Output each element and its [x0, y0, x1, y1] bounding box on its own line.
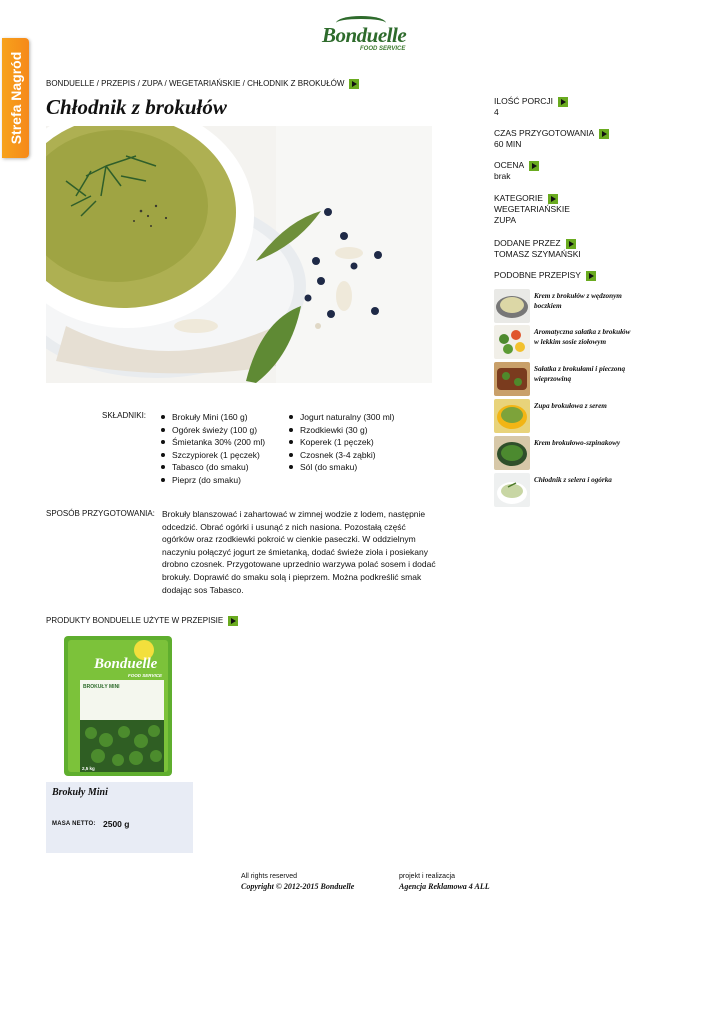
ingredient-item: Koperek (1 pęczek): [288, 436, 395, 449]
product-image[interactable]: [46, 628, 193, 782]
preparation-label: SPOSÓB PRZYGOTOWANIA:: [46, 509, 155, 518]
breadcrumb-text[interactable]: BONDUELLE / PRZEPIS / ZUPA / WEGETARIAŃSKIE / CHŁODNIK Z BROKUŁÓW: [46, 79, 345, 89]
ingredients-list-1: [160, 411, 265, 487]
copyright-text: Copyright © 2012-2015 Bonduelle: [241, 882, 355, 891]
similar-label-row: [494, 270, 596, 281]
play-arrow-icon[interactable]: [599, 129, 609, 139]
recipe-link[interactable]: Sałatka z brokułami i pieczoną wieprzowiną: [534, 365, 626, 383]
portions-block: [494, 96, 568, 118]
play-arrow-icon[interactable]: [529, 161, 539, 171]
portions-label: ILOŚĆ PORCJI: [494, 96, 554, 106]
time-label: CZAS PRZYGOTOWANIA: [494, 128, 595, 138]
play-arrow-icon[interactable]: [558, 97, 568, 107]
ingredient-item: Szczypiorek (1 pęczek): [160, 449, 265, 462]
rating-value: brak: [494, 171, 511, 181]
time-value: 60 MIN: [494, 139, 522, 149]
similar-recipe-item[interactable]: [494, 473, 634, 509]
ingredients-list-2: [288, 411, 395, 474]
categories-block: [494, 193, 570, 226]
play-arrow-icon[interactable]: [228, 616, 238, 626]
logo-subtitle: FOOD SERVICE: [360, 46, 406, 52]
footer-copyright: [241, 872, 354, 892]
pack-sub: FOOD SERVICE: [128, 673, 163, 678]
rating-label: OCENA: [494, 160, 525, 170]
ingredient-item: Ogórek świeży (100 g): [160, 424, 265, 437]
ingredient-item: Czosnek (3-4 ząbki): [288, 449, 395, 462]
time-block: [494, 128, 609, 150]
rating-block: [494, 160, 539, 182]
ingredient-item: Brokuły Mini (160 g): [160, 411, 265, 424]
product-card[interactable]: [46, 628, 193, 853]
recipe-thumbnail[interactable]: [494, 362, 530, 396]
page-title: Chłodnik z brokułów: [46, 95, 227, 119]
bonduelle-logo[interactable]: [318, 14, 410, 56]
net-weight-label: MASA NETTO:: [52, 821, 96, 827]
pack-side: DO GOTOWANIA: [56, 682, 62, 723]
footer-credits: [399, 872, 490, 892]
recipe-link[interactable]: Krem brokułowo-szpinakowy: [534, 439, 621, 447]
recipe-thumbnail[interactable]: [494, 325, 530, 359]
pack-weight: 2,5 kg: [82, 766, 95, 771]
ingredient-item: Pieprz (do smaku): [160, 474, 265, 487]
net-weight-value: 2500 g: [103, 819, 130, 829]
project-text: projekt i realizacja: [399, 873, 456, 880]
added-label: DODANE PRZEZ: [494, 238, 561, 248]
rating-label-row: [494, 160, 539, 171]
ingredients-label: SKŁADNIKI:: [102, 411, 147, 420]
rewards-zone-label: Strefa Nagród: [7, 51, 24, 145]
recipe-link[interactable]: Chłodnik z selera i ogórka: [534, 476, 612, 484]
category-link[interactable]: WEGETARIAŃSKIE: [494, 204, 570, 214]
ingredient-item: Sól (do smaku): [288, 461, 395, 474]
logo-brand: Bonduelle: [322, 23, 407, 47]
similar-recipe-item[interactable]: [494, 289, 634, 325]
recipe-thumbnail[interactable]: [494, 289, 530, 323]
preparation-text: Brokuły blanszować i zahartować w zimnej wodzie z lodem, następnie odcedzić. Obrać ogórki i usunąć z nich nasiona. Pozostałą część ogórków oraz rzodkiewki pokroić w cienkie paseczki. W oddzielnym naczyniu połączyć jogurt ze śmietanką, dodać świeże zioła i posiekany drobno czosnek. Przygotowane uprzednio warzywa polać sosem i dodać brokuły. Doprawić do smaku solą i pieprzem. Można podkreślić smak dodając sos Tabasco.: [162, 509, 436, 595]
portions-label-row: [494, 96, 568, 107]
ingredient-item: Tabasco (do smaku): [160, 461, 265, 474]
recipe-thumbnail[interactable]: [494, 436, 530, 470]
play-arrow-icon[interactable]: [566, 239, 576, 249]
recipe-link[interactable]: Aromatyczna sałatka z brokułów w lekkim sosie ziołowym: [534, 328, 631, 346]
ingredient-item: Rzodkiewki (30 g): [288, 424, 395, 437]
play-arrow-icon[interactable]: [548, 194, 558, 204]
rights-text: All rights reserved: [241, 873, 298, 880]
pack-product: BROKUŁY MINI: [83, 684, 120, 690]
portions-value: 4: [494, 107, 499, 117]
author-name[interactable]: TOMASZ SZYMAŃSKI: [494, 249, 581, 259]
added-label-row: [494, 238, 581, 249]
products-label: PRODUKTY BONDUELLE UŻYTE W PRZEPISIE: [46, 616, 224, 626]
ingredient-item: Śmietanka 30% (200 ml): [160, 436, 265, 449]
agency-link[interactable]: Agencja Reklamowa 4 ALL: [399, 882, 490, 891]
added-by-block: [494, 238, 581, 260]
recipe-link[interactable]: Krem z brokułów z wędzonym boczkiem: [534, 292, 622, 310]
ingredient-item: Jogurt naturalny (300 ml): [288, 411, 395, 424]
rewards-zone-tab[interactable]: [2, 38, 29, 158]
categories-label: KATEGORIE: [494, 193, 543, 203]
categories-label-row: [494, 193, 570, 204]
play-arrow-icon[interactable]: [349, 79, 359, 89]
recipe-thumbnail[interactable]: [494, 473, 530, 507]
play-arrow-icon[interactable]: [586, 271, 596, 281]
similar-recipe-item[interactable]: [494, 362, 634, 398]
similar-recipe-item[interactable]: [494, 325, 634, 361]
soup-illustration: [46, 126, 432, 383]
similar-label: PODOBNE PRZEPISY: [494, 270, 581, 280]
products-heading: [46, 616, 238, 626]
recipe-link[interactable]: Zupa brokułowa z serem: [534, 402, 607, 410]
pack-brand: Bonduelle: [94, 656, 158, 672]
product-name[interactable]: Brokuły Mini: [52, 787, 108, 798]
category-link[interactable]: ZUPA: [494, 215, 517, 225]
similar-recipe-item[interactable]: [494, 436, 634, 472]
similar-recipes-heading: [494, 270, 596, 281]
time-label-row: [494, 128, 609, 139]
breadcrumb: [46, 79, 359, 89]
similar-recipe-item[interactable]: [494, 399, 634, 435]
recipe-photo: [46, 126, 432, 383]
recipe-thumbnail[interactable]: [494, 399, 530, 433]
